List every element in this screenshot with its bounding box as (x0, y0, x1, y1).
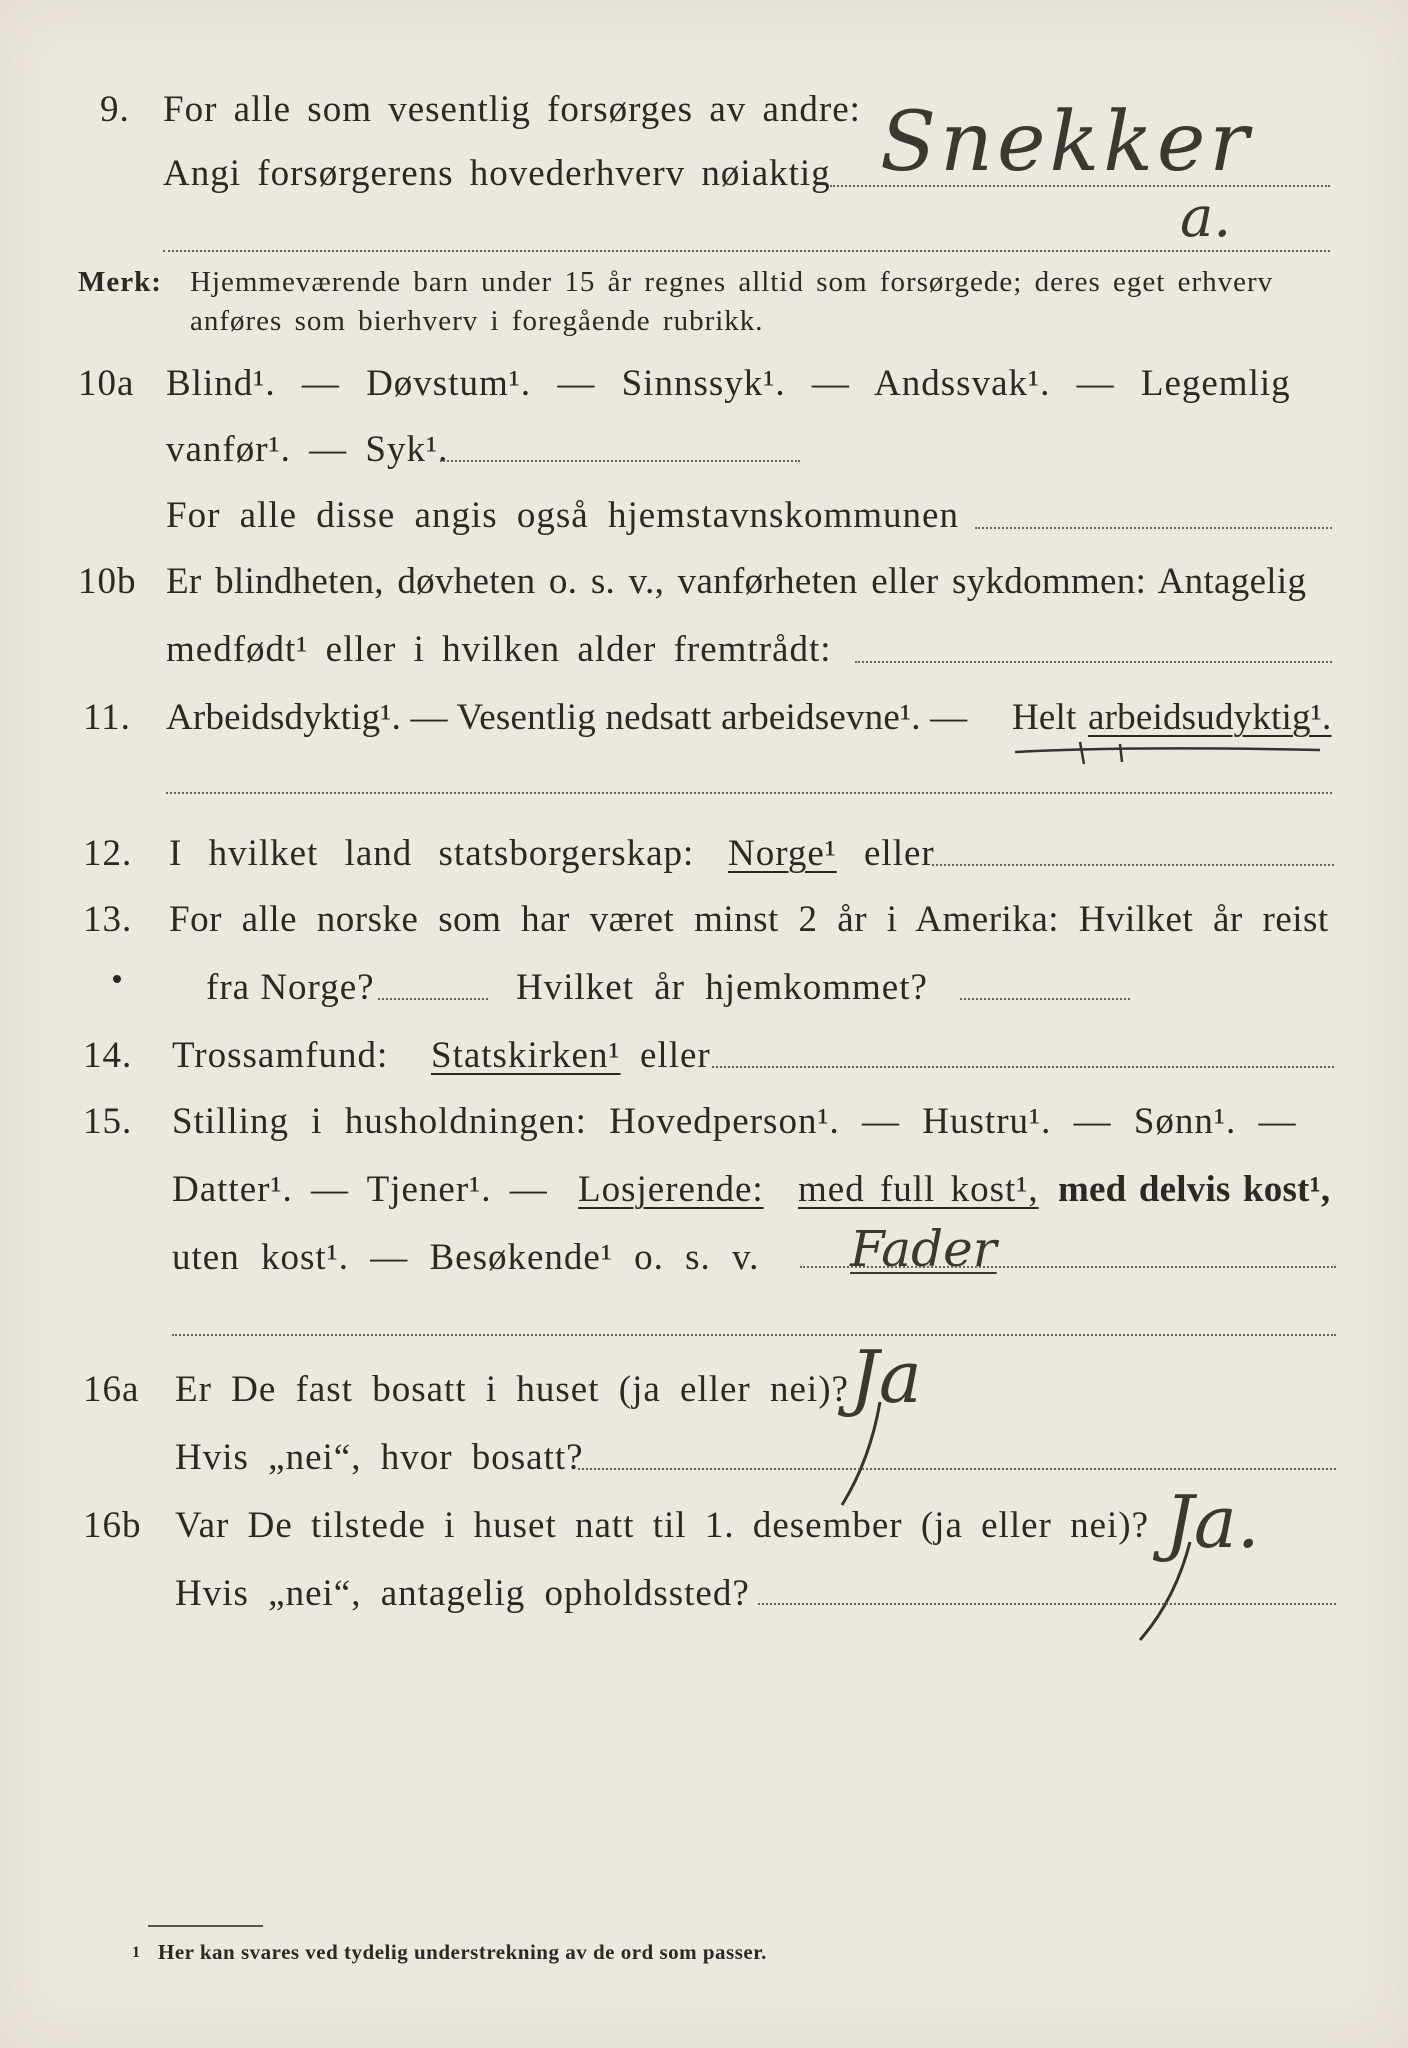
question-text: Angi forsørgerens hovederhverv nøiaktig (163, 153, 831, 194)
question-text: Arbeidsdyktig¹. — Vesentlig nedsatt arbeidsevne¹. — (166, 697, 968, 738)
question-number: 11. (83, 697, 131, 738)
answer-line (172, 1334, 1336, 1336)
question-number: 10b (78, 561, 137, 602)
note-text: Hjemmeværende barn under 15 år regnes alltid som forsørgede; deres eget erhverv (190, 266, 1274, 298)
handwritten-answer-occupation: Snekker (880, 95, 1253, 190)
question-text: Er De fast bosatt i huset (ja eller nei)? (175, 1369, 849, 1410)
answer-line (758, 1603, 1336, 1605)
selected-option-statskirken: Statskirken¹ (431, 1035, 621, 1076)
handwritten-answer-bosatt: Ja (850, 1335, 922, 1419)
handwritten-mark: a. (1180, 185, 1232, 250)
selected-option-helt-arbeidsudyktig: arbeidsudyktig¹. (1088, 697, 1332, 738)
answer-line (800, 1266, 1336, 1268)
question-text: Trossamfund: (172, 1035, 389, 1076)
question-16a (0, 1368, 1408, 1428)
answer-line (378, 998, 488, 1000)
question-16b-line-2 (0, 1572, 1408, 1632)
question-10b-line-2 (0, 628, 1408, 688)
question-text: fra Norge? (206, 967, 375, 1008)
selected-option-med-full-kost: med full kost¹, (798, 1169, 1039, 1210)
question-10a-line-3 (0, 494, 1408, 554)
question-text: vanfør¹. — Syk¹. (166, 429, 449, 470)
question-15-line-2 (0, 1168, 1408, 1228)
question-text: eller (640, 1035, 711, 1076)
answer-line (855, 661, 1332, 663)
question-number: 16b (83, 1505, 142, 1546)
ink-strike-mark (1010, 740, 1330, 770)
question-number: 10a (78, 363, 135, 404)
question-number: 13. (83, 899, 133, 940)
answer-line (578, 1468, 1336, 1470)
handwritten-answer-tilstede: Ja. (1165, 1480, 1260, 1564)
handwritten-answer-household-position: Fader (850, 1220, 997, 1278)
note-label: Merk: (78, 266, 162, 298)
footnote-text: Her kan svares ved tydelig understrekning av de ord som passer. (158, 1940, 767, 1964)
question-10a (0, 362, 1408, 422)
note-text: anføres som bierhverv i foregående rubrikk. (190, 305, 764, 337)
answer-line (960, 998, 1130, 1000)
question-14 (0, 1034, 1408, 1094)
question-number: 16a (83, 1369, 140, 1410)
selected-option-losjerende: Losjerende: (578, 1169, 764, 1210)
footnote-marker: 1 (132, 1944, 141, 1961)
question-text: eller (864, 833, 935, 874)
question-text: Blind¹. — Døvstum¹. — Sinnssyk¹. — Andssvak¹. — Legemlig (166, 363, 1291, 404)
answer-line (975, 527, 1332, 529)
question-10a-line-2 (0, 428, 1408, 488)
question-text: I hvilket land statsborgerskap: (169, 833, 695, 874)
question-15 (0, 1100, 1408, 1160)
question-text: Stilling i husholdningen: Hovedperson¹. — Hustru¹. — Sønn¹. — (172, 1101, 1297, 1142)
question-text: med delvis kost¹, (1058, 1169, 1331, 1210)
question-text: medfødt¹ eller i hvilken alder fremtrådt: (166, 629, 832, 670)
question-number: 9. (100, 89, 130, 130)
question-13-line-2 (0, 966, 1408, 1026)
answer-line (440, 460, 800, 462)
answer-line (166, 792, 1332, 794)
question-number: 12. (83, 833, 133, 874)
question-text: Helt (1012, 697, 1077, 738)
question-text: Var De tilstede i huset natt til 1. desember (ja eller nei)? (175, 1505, 1150, 1546)
question-13 (0, 898, 1408, 958)
ink-dot (113, 975, 121, 983)
question-number: 14. (83, 1035, 133, 1076)
question-text: Er blindheten, døvheten o. s. v., vanførheten eller sykdommen: Antagelig (166, 561, 1307, 602)
answer-line (712, 1066, 1334, 1068)
question-10b (0, 560, 1408, 620)
answer-line (163, 250, 1330, 252)
question-text: Hvis „nei“, antagelig opholdssted? (175, 1573, 750, 1614)
question-text: For alle disse angis også hjemstavnskommunen (166, 495, 959, 536)
footnote-rule (148, 1925, 263, 1927)
question-text: uten kost¹. — Besøkende¹ o. s. v. (172, 1237, 760, 1278)
question-text: Hvis „nei“, hvor bosatt? (175, 1437, 584, 1478)
question-text: Datter¹. — Tjener¹. — (172, 1169, 548, 1210)
question-12 (0, 832, 1408, 892)
question-number: 15. (83, 1101, 133, 1142)
answer-line (932, 864, 1334, 866)
question-text: Hvilket år hjemkommet? (516, 967, 928, 1008)
question-text: For alle som vesentlig forsørges av andre: (163, 89, 861, 130)
selected-option-norge: Norge¹ (728, 833, 837, 874)
question-text: For alle norske som har været minst 2 år i Amerika: Hvilket år reist (169, 899, 1329, 940)
